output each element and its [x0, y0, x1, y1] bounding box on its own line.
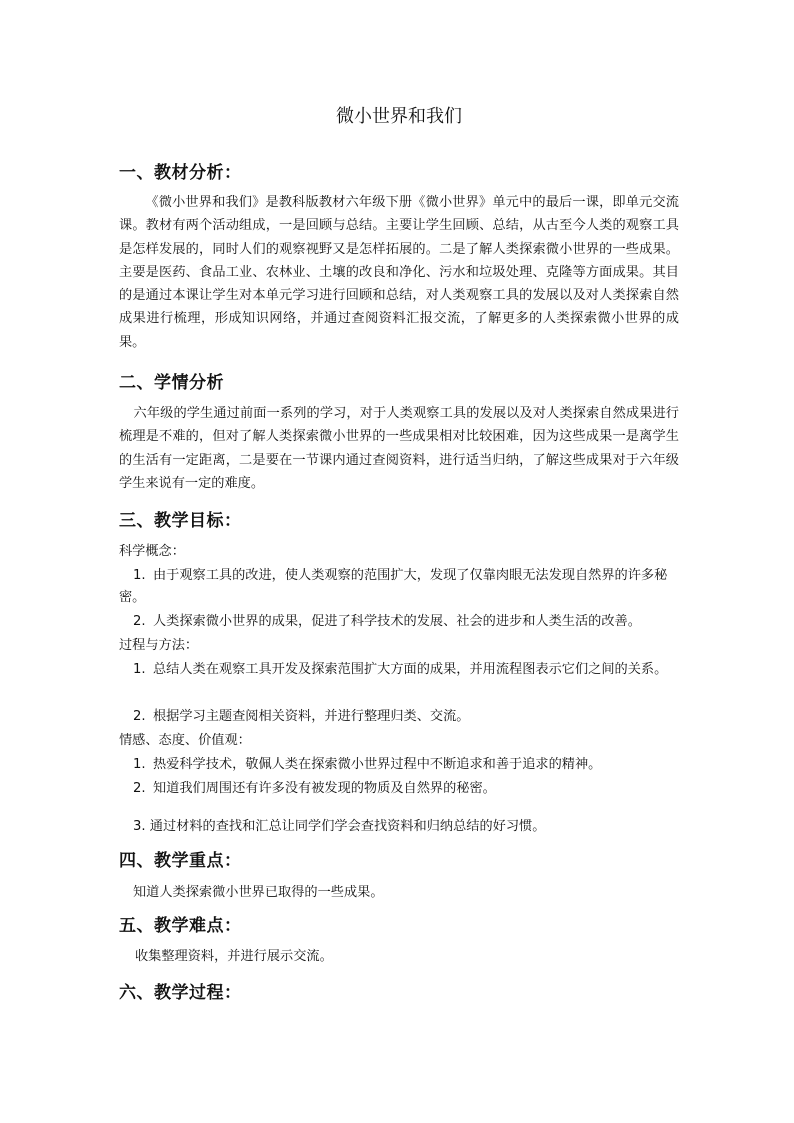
list-item: 2. 知道我们周围还有许多没有被发现的物质及自然界的秘密。 — [133, 781, 496, 796]
goal-group-label-science-concepts: 科学概念： — [119, 544, 185, 559]
list-item: 1. 热爱科学技术，敬佩人类在探索微小世界过程中不断追求和善于追求的精神。 — [133, 757, 602, 772]
list-item: 1. 由于观察工具的改进，使人类观察的范围扩大，发现了仅靠肉眼无法发现自然界的许多秘密。 — [119, 568, 668, 605]
difficulties-text: 收集整理资料，并进行展示交流。 — [135, 949, 333, 964]
goal-group-label-process-methods: 过程与方法： — [119, 638, 199, 653]
list-item: 2. 根据学习主题查阅相关资料，并进行整理归类、交流。 — [133, 709, 470, 724]
student-analysis-paragraph: 六年级的学生通过前面一系列的学习，对于人类观察工具的发展以及对人类探索自然成果进行梳理是不难的，但对了解人类探索微小世界的一些成果相对比较困难，因为这些成果一是离学生的生活有一定距离，二是要在一节课内通过查阅资料，进行适当归纳，了解这些成果对于六年级学生来说有一定的难度。 — [119, 406, 679, 491]
section-heading-teaching-goals: 三、教学目标： — [119, 511, 242, 531]
list-item: 1. 总结人类在观察工具开发及探索范围扩大方面的成果，并用流程图表示它们之间的关系。 — [133, 662, 668, 677]
page-title: 微小世界和我们 — [336, 106, 462, 127]
textbook-analysis-paragraph: 《微小世界和我们》是教科版教材六年级下册《微小世界》单元中的最后一课，即单元交流课。教材有两个活动组成，一是回顾与总结。主要让学生回顾、总结，从古至今人类的观察工具是怎样发展的，同时人们的观察视野又是怎样拓展的。二是了解人类探索微小世界的一些成果。主要是医药、食品工业、农林业、土壤的改良和净化、污水和垃圾处理、克隆等方面成果。其目的是通过本课让学生对本单元学习进行回顾和总结，对人类观察工具的发展以及对人类探索自然成果进行梳理，形成知识网络，并通过查阅资料汇报交流，了解更多的人类探索微小世界的成果。 — [119, 195, 679, 350]
section-heading-teaching-process: 六、教学过程： — [119, 983, 242, 1003]
section-heading-student-analysis: 二、学情分析 — [119, 373, 224, 393]
goal-group-label-attitudes: 情感、态度、价值观： — [119, 733, 251, 748]
key-points-text: 知道人类探索微小世界已取得的一些成果。 — [133, 885, 384, 900]
section-heading-difficulties: 五、教学难点： — [119, 916, 242, 936]
section-heading-textbook-analysis: 一、教材分析： — [119, 163, 242, 183]
list-item: 2. 人类探索微小世界的成果，促进了科学技术的发展、社会的进步和人类生活的改善。 — [133, 614, 641, 629]
extra-goal-item: 3. 通过材料的查找和汇总让同学们学会查找资料和归纳总结的好习惯。 — [133, 819, 546, 834]
section-heading-key-points: 四、教学重点： — [119, 851, 242, 871]
